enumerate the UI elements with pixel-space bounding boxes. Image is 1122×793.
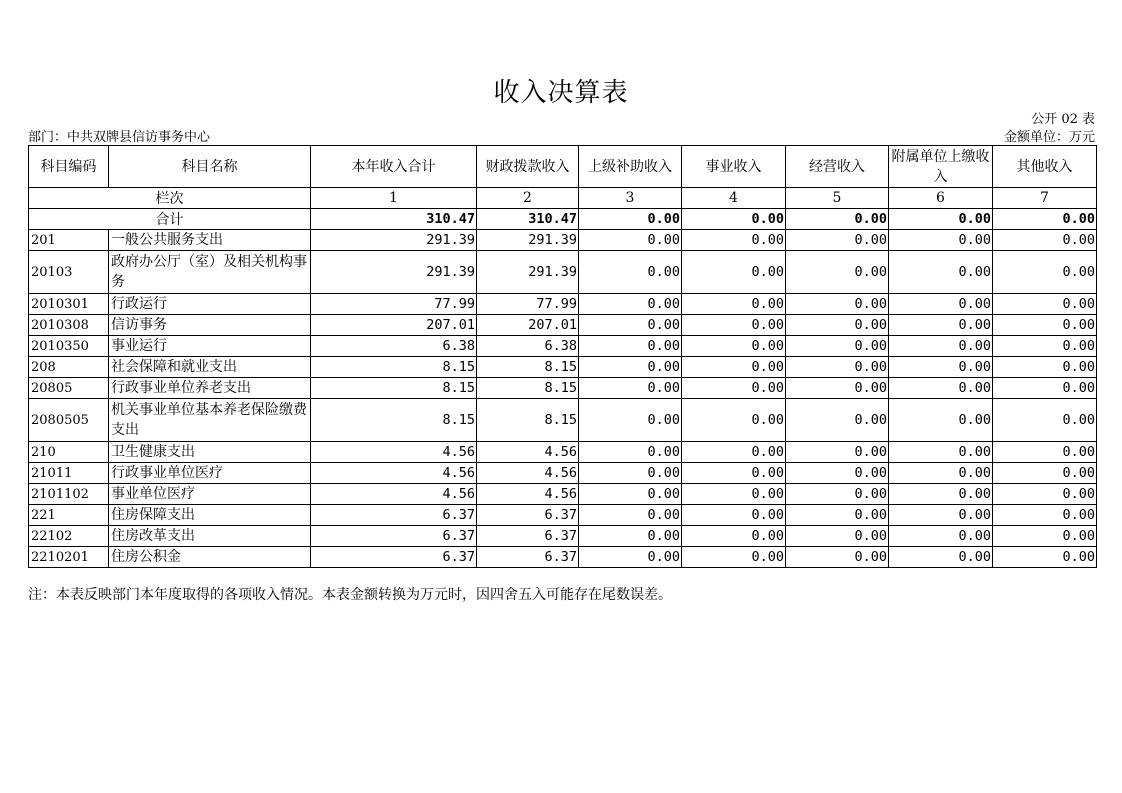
amount-cell: 0.00: [786, 463, 889, 484]
index-cell: 3: [579, 188, 682, 209]
amount-cell: 0.00: [889, 505, 993, 526]
subject-name: 事业单位医疗: [109, 484, 311, 505]
index-cell: 4: [682, 188, 786, 209]
total-label: 合计: [29, 209, 311, 230]
amount-cell: 0.00: [682, 294, 786, 315]
amount-cell: 6.37: [311, 547, 477, 568]
amount-cell: 0.00: [993, 505, 1097, 526]
amount-cell: 0.00: [682, 230, 786, 251]
index-cell: 2: [477, 188, 579, 209]
index-cell: 5: [786, 188, 889, 209]
header-cell: 科目编码: [29, 146, 109, 188]
amount-cell: 0.00: [682, 315, 786, 336]
subject-name: 卫生健康支出: [109, 442, 311, 463]
amount-cell: 0.00: [889, 463, 993, 484]
amount-cell: 291.39: [311, 230, 477, 251]
header-cell: 经营收入: [786, 146, 889, 188]
amount-cell: 0.00: [579, 463, 682, 484]
amount-cell: 0.00: [682, 484, 786, 505]
amount-cell: 0.00: [786, 378, 889, 399]
amount-cell: 6.37: [477, 526, 579, 547]
amount-cell: 0.00: [889, 484, 993, 505]
subject-name: 住房公积金: [109, 547, 311, 568]
amount-cell: 0.00: [993, 294, 1097, 315]
header-cell: 附属单位上缴收入: [889, 146, 993, 188]
table-row: [29, 230, 1097, 251]
amount-cell: 291.39: [311, 251, 477, 294]
table-row: [29, 526, 1097, 547]
header-cell: 科目名称: [109, 146, 311, 188]
subject-name: 信访事务: [109, 315, 311, 336]
amount-cell: 6.37: [477, 547, 579, 568]
amount-cell: 8.15: [477, 399, 579, 442]
subject-code: 2101102: [29, 484, 109, 505]
amount-cell: 0.00: [993, 442, 1097, 463]
amount-cell: 291.39: [477, 251, 579, 294]
subject-code: 21011: [29, 463, 109, 484]
amount-cell: 4.56: [311, 484, 477, 505]
amount-cell: 207.01: [477, 315, 579, 336]
amount-cell: 0.00: [579, 505, 682, 526]
amount-cell: 77.99: [311, 294, 477, 315]
total-cell: 0.00: [786, 209, 889, 230]
index-cell: 7: [993, 188, 1097, 209]
amount-cell: 6.37: [477, 505, 579, 526]
amount-cell: 0.00: [579, 547, 682, 568]
table-row: [29, 357, 1097, 378]
amount-cell: 0.00: [889, 230, 993, 251]
amount-cell: 0.00: [579, 294, 682, 315]
amount-cell: 0.00: [889, 399, 993, 442]
amount-cell: 0.00: [682, 357, 786, 378]
table-row: [29, 463, 1097, 484]
table-row: [29, 378, 1097, 399]
form-number: 公开 02 表: [1031, 112, 1095, 127]
amount-cell: 0.00: [786, 547, 889, 568]
amount-cell: 0.00: [682, 505, 786, 526]
amount-cell: 0.00: [786, 484, 889, 505]
income-table: [28, 145, 1097, 568]
table-row: [29, 399, 1097, 442]
amount-cell: 0.00: [889, 526, 993, 547]
amount-cell: 0.00: [682, 399, 786, 442]
amount-cell: 4.56: [311, 463, 477, 484]
total-cell: 0.00: [993, 209, 1097, 230]
table-row: [29, 294, 1097, 315]
subject-name: 行政事业单位医疗: [109, 463, 311, 484]
header-cell: 其他收入: [993, 146, 1097, 188]
amount-cell: 4.56: [477, 442, 579, 463]
header-cell: 上级补助收入: [579, 146, 682, 188]
subject-code: 2080505: [29, 399, 109, 442]
amount-cell: 0.00: [889, 357, 993, 378]
subject-name: 事业运行: [109, 336, 311, 357]
index-label: 栏次: [29, 188, 311, 209]
amount-cell: 0.00: [579, 315, 682, 336]
subject-name: 社会保障和就业支出: [109, 357, 311, 378]
amount-cell: 0.00: [786, 251, 889, 294]
amount-cell: 0.00: [889, 442, 993, 463]
total-cell: 310.47: [477, 209, 579, 230]
amount-cell: 8.15: [311, 378, 477, 399]
subject-name: 一般公共服务支出: [109, 230, 311, 251]
amount-cell: 0.00: [682, 463, 786, 484]
table-row: [29, 315, 1097, 336]
subject-name: 住房改革支出: [109, 526, 311, 547]
amount-cell: 0.00: [579, 357, 682, 378]
amount-cell: 0.00: [889, 336, 993, 357]
total-cell: 0.00: [579, 209, 682, 230]
amount-cell: 0.00: [889, 294, 993, 315]
amount-cell: 0.00: [889, 315, 993, 336]
amount-cell: 0.00: [579, 251, 682, 294]
amount-cell: 0.00: [682, 547, 786, 568]
amount-cell: 6.38: [477, 336, 579, 357]
amount-cell: 0.00: [993, 357, 1097, 378]
subject-code: 201: [29, 230, 109, 251]
subject-name: 政府办公厅（室）及相关机构事务: [109, 251, 311, 294]
header-cell: 本年收入合计: [311, 146, 477, 188]
amount-cell: 0.00: [682, 378, 786, 399]
amount-cell: 0.00: [993, 336, 1097, 357]
amount-cell: 0.00: [993, 547, 1097, 568]
total-cell: 310.47: [311, 209, 477, 230]
amount-cell: 0.00: [682, 526, 786, 547]
department-label: 部门：中共双牌县信访事务中心: [28, 130, 211, 145]
index-cell: 1: [311, 188, 477, 209]
amount-cell: 8.15: [477, 357, 579, 378]
amount-cell: 0.00: [889, 251, 993, 294]
amount-cell: 6.38: [311, 336, 477, 357]
amount-cell: 0.00: [993, 484, 1097, 505]
amount-cell: 0.00: [993, 251, 1097, 294]
header-cell: 财政拨款收入: [477, 146, 579, 188]
subject-name: 行政事业单位养老支出: [109, 378, 311, 399]
amount-cell: 0.00: [579, 378, 682, 399]
amount-cell: 0.00: [889, 378, 993, 399]
amount-cell: 0.00: [993, 399, 1097, 442]
amount-cell: 291.39: [477, 230, 579, 251]
amount-cell: 0.00: [579, 399, 682, 442]
amount-cell: 0.00: [993, 526, 1097, 547]
amount-cell: 0.00: [682, 251, 786, 294]
total-cell: 0.00: [682, 209, 786, 230]
amount-cell: 0.00: [786, 505, 889, 526]
amount-cell: 8.15: [477, 378, 579, 399]
total-row: [29, 209, 1097, 230]
subject-code: 20805: [29, 378, 109, 399]
table-row: [29, 505, 1097, 526]
amount-cell: 0.00: [786, 294, 889, 315]
amount-cell: 4.56: [477, 463, 579, 484]
table-row: [29, 547, 1097, 568]
amount-cell: 0.00: [993, 378, 1097, 399]
table-row: [29, 336, 1097, 357]
amount-cell: 0.00: [579, 526, 682, 547]
amount-cell: 0.00: [889, 547, 993, 568]
amount-cell: 0.00: [786, 442, 889, 463]
table-row: [29, 484, 1097, 505]
subject-code: 22102: [29, 526, 109, 547]
amount-cell: 4.56: [477, 484, 579, 505]
amount-cell: 0.00: [682, 336, 786, 357]
subject-code: 2010308: [29, 315, 109, 336]
amount-cell: 0.00: [579, 442, 682, 463]
table-row: [29, 442, 1097, 463]
subject-code: 2010301: [29, 294, 109, 315]
table-row: [29, 251, 1097, 294]
total-cell: 0.00: [889, 209, 993, 230]
subject-name: 住房保障支出: [109, 505, 311, 526]
amount-cell: 0.00: [786, 357, 889, 378]
amount-cell: 0.00: [786, 315, 889, 336]
amount-unit-label: 金额单位：万元: [1003, 130, 1095, 145]
amount-cell: 207.01: [311, 315, 477, 336]
footnote: 注：本表反映部门本年度取得的各项收入情况。本表金额转换为万元时，因四舍五入可能存在尾数误差。: [28, 587, 672, 603]
amount-cell: 0.00: [993, 315, 1097, 336]
subject-code: 2210201: [29, 547, 109, 568]
amount-cell: 0.00: [993, 230, 1097, 251]
amount-cell: 8.15: [311, 399, 477, 442]
amount-cell: 4.56: [311, 442, 477, 463]
subject-name: 机关事业单位基本养老保险缴费支出: [109, 399, 311, 442]
amount-cell: 6.37: [311, 526, 477, 547]
subject-code: 208: [29, 357, 109, 378]
header-row: [29, 146, 1097, 188]
amount-cell: 0.00: [579, 230, 682, 251]
amount-cell: 0.00: [579, 336, 682, 357]
subject-code: 210: [29, 442, 109, 463]
subject-code: 221: [29, 505, 109, 526]
header-cell: 事业收入: [682, 146, 786, 188]
amount-cell: 6.37: [311, 505, 477, 526]
amount-cell: 0.00: [579, 484, 682, 505]
subject-name: 行政运行: [109, 294, 311, 315]
subject-code: 20103: [29, 251, 109, 294]
amount-cell: 0.00: [786, 526, 889, 547]
page-title: 收入决算表: [493, 78, 629, 108]
amount-cell: 0.00: [993, 463, 1097, 484]
amount-cell: 0.00: [786, 230, 889, 251]
amount-cell: 77.99: [477, 294, 579, 315]
amount-cell: 8.15: [311, 357, 477, 378]
index-cell: 6: [889, 188, 993, 209]
subject-code: 2010350: [29, 336, 109, 357]
amount-cell: 0.00: [786, 336, 889, 357]
index-row: [29, 188, 1097, 209]
amount-cell: 0.00: [786, 399, 889, 442]
amount-cell: 0.00: [682, 442, 786, 463]
